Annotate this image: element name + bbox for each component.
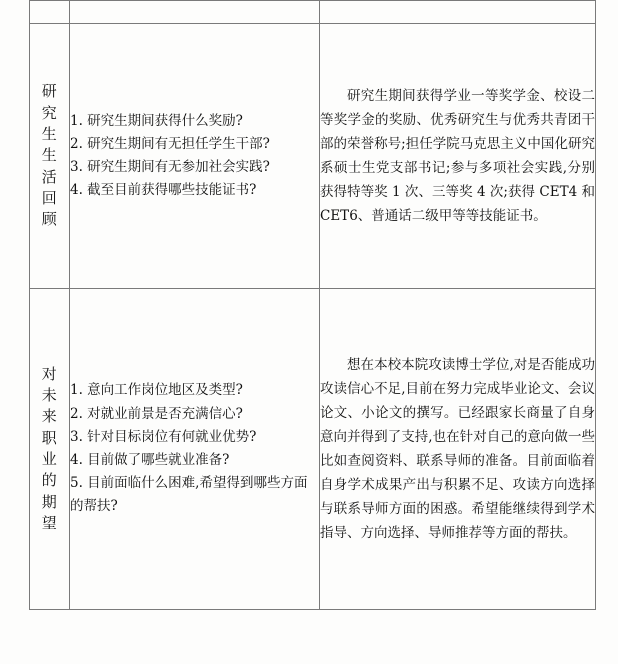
partial-answer-cell [320, 1, 596, 24]
label-char: 望 [41, 513, 58, 532]
label-char: 对 [41, 364, 58, 383]
answer-text: 研究生期间获得学业一等奖学金、校设二等奖学金的奖励、优秀研究生与优秀共青团干部的荣誉称号;担任学院马克思主义中国化研究系硕士生党支部书记;参与多项社会实践,分别获得特等奖 1 次、三等奖 4 次;获得 CET4 和 CET6、普通话二级甲等等技能证书。 [320, 87, 595, 225]
row-questions-grad-life [70, 24, 320, 289]
label-char: 职 [41, 428, 58, 447]
question-item: 4. 截至目前获得哪些技能证书? [70, 182, 257, 199]
question-item: 1. 研究生期间获得什么奖励? [70, 112, 243, 129]
table-row-partial-top [30, 1, 596, 24]
label-char: 活 [41, 167, 58, 186]
label-char: 的 [41, 471, 58, 490]
label-char: 未 [41, 386, 58, 405]
label-char: 业 [41, 450, 58, 468]
label-char: 回 [41, 188, 58, 207]
partial-questions-cell [70, 1, 320, 24]
row-label-career-expectation [30, 289, 70, 610]
interview-record-table [29, 0, 596, 610]
question-item: 2. 研究生期间有无担任学生干部? [70, 135, 270, 152]
answer-text: 想在本校本院攻读博士学位,对是否能成功攻读信心不足,目前在努力完成毕业论文、会议论文、小论文的撰写。已经跟家长商量了自身意向并得到了支持,也在针对自己的意向做一些比如查阅资料、联系导师的准备。目前面临着自身学术成果产出与积累不足、攻读方向选择与联系导师方面的困惑。希望能继续得到学术指导、方向选择、导师推荐等方面的帮扶。 [320, 356, 595, 542]
partial-label-cell [30, 1, 70, 24]
table-row [30, 24, 596, 289]
row-questions-career-expectation [70, 289, 320, 610]
row-answer-career-expectation [320, 289, 596, 610]
question-item: 3. 针对目标岗位有何就业优势? [70, 428, 257, 445]
question-item: 5. 目前面临什么困难,希望得到哪些方面的帮扶? [70, 475, 308, 515]
row-answer-grad-life [320, 24, 596, 289]
label-char: 究 [41, 103, 58, 122]
question-item: 4. 目前做了哪些就业准备? [70, 452, 230, 468]
label-char: 顾 [41, 210, 58, 229]
question-item: 1. 意向工作岗位地区及类型? [70, 382, 243, 399]
label-char: 研 [41, 82, 58, 101]
label-char: 生 [41, 146, 58, 165]
label-char: 生 [41, 125, 58, 144]
question-item: 2. 对就业前景是否充满信心? [70, 405, 243, 422]
row-label-grad-life [30, 24, 70, 289]
question-item: 3. 研究生期间有无参加社会实践? [70, 159, 270, 175]
label-char: 期 [41, 492, 58, 511]
label-char: 来 [41, 407, 58, 426]
table-row [30, 289, 596, 610]
